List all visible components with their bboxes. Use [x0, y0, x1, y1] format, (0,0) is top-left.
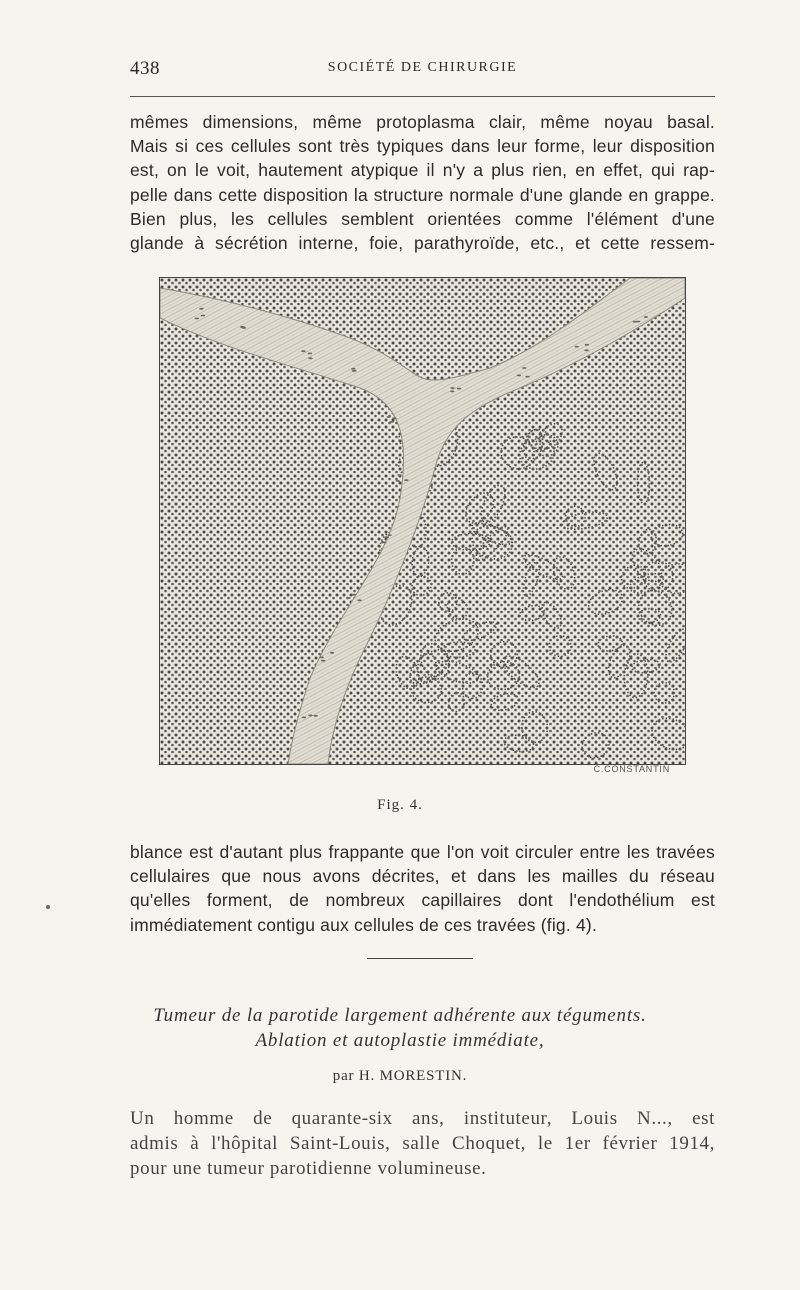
margin-mark: [46, 905, 50, 909]
text-line: mêmes dimensions, même protoplasma clair, même noyau basal.: [130, 112, 715, 132]
figure-caption: Fig. 4.: [377, 797, 423, 813]
paragraph-3: [130, 1106, 715, 1181]
text-line: pour une tumeur parotidienne volumineuse.: [130, 1158, 487, 1179]
text-line: qu'elles forment, de nombreux capillaires dont l'endothélium est: [130, 890, 715, 911]
running-head: SOCIÉTÉ DE CHIRURGIE: [327, 60, 518, 75]
text-line: Mais si ces cellules sont très typiques dans leur forme, leur disposition: [130, 136, 715, 157]
text-line: Bien plus, les cellules semblent orientées comme l'élément d'une: [130, 208, 715, 229]
text-line: blance est d'autant plus frappante que l'on voit circuler entre les travées: [130, 842, 715, 862]
article-title-line-2: Ablation et autoplastie immédiate,: [255, 1030, 545, 1051]
artist-signature: C.CONSTANTIN: [593, 764, 670, 774]
paragraph-1: [130, 110, 715, 255]
section-divider: [367, 958, 473, 959]
figure-credit-line: [159, 766, 684, 780]
histology-illustration: [160, 278, 685, 764]
text-line: glande à sécrétion interne, foie, parathyroïde, etc., et cette ressem-: [130, 233, 715, 254]
text-line: pelle dans cette disposition la structure normale d'une glande en grappe.: [130, 184, 715, 205]
article-author: par H. MORESTIN.: [332, 1068, 468, 1084]
text-line: immédiatement contigu aux cellules de ces travées (fig. 4).: [130, 914, 598, 935]
article-title-line-1: Tumeur de la parotide largement adhérente aux téguments.: [153, 1005, 647, 1026]
histology-figure: [159, 277, 686, 765]
header-rule: [130, 96, 715, 97]
text-line: cellulaires que nous avons décrites, et dans les mailles du réseau: [130, 866, 715, 887]
article-title: [0, 1003, 800, 1053]
text-line: est, on le voit, hautement atypique il n'y a plus rien, en effet, qui rap-: [130, 160, 715, 181]
text-line: Un homme de quarante-six ans, instituteur, Louis N..., est: [130, 1108, 715, 1129]
page-number: 438: [130, 58, 160, 79]
page-header: [130, 58, 715, 82]
paragraph-2: [130, 840, 715, 937]
text-line: admis à l'hôpital Saint-Louis, salle Choquet, le 1er février 1914,: [130, 1133, 715, 1154]
